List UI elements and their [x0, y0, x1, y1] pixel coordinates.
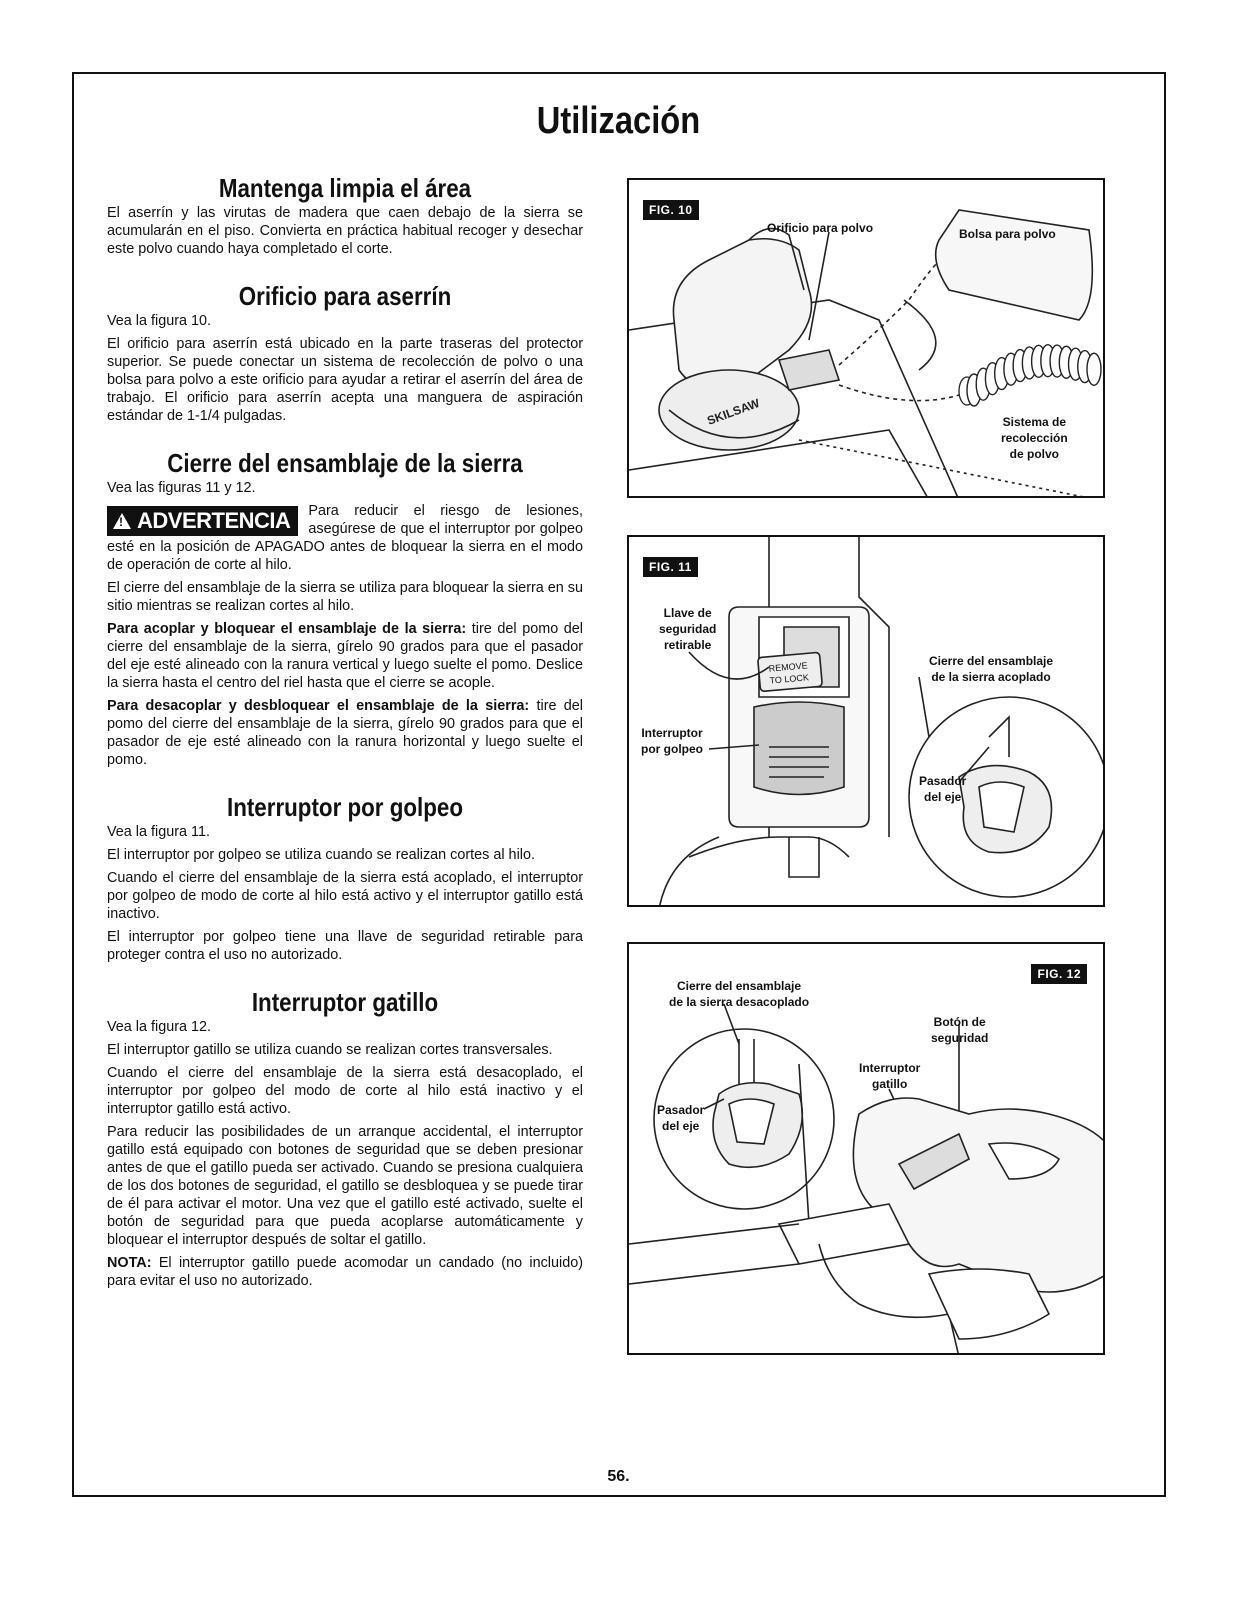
figure-11-illustration [629, 537, 1105, 907]
label-bolsa: Bolsa para polvo [959, 227, 1056, 241]
section-clean-area [107, 172, 583, 258]
label-line: Pasador [657, 1103, 705, 1117]
label-cierre [669, 978, 809, 1010]
section-paddle-switch [107, 791, 583, 964]
paragraph: Cuando el cierre del ensamblaje de la sierra está desacoplado, el interruptor por golpeo del modo de corte al hilo está inactivo y el interruptor gatillo está activo. [107, 1065, 583, 1117]
section-heading: Orificio para aserrín [238, 281, 452, 311]
label-line: de polvo [1009, 447, 1060, 461]
label-interruptor [641, 725, 703, 757]
label-line: de la sierra desacoplado [669, 995, 810, 1009]
label-pasador [657, 1102, 704, 1134]
label-line: seguridad [931, 1031, 989, 1045]
label-line: TO LOCK [769, 672, 810, 686]
hose-ring [1087, 353, 1101, 385]
paragraph-body: tire del pomo del cierre del ensamblaje de la sierra, gírelo 90 grados para que el pasador del eje esté alineado con la ranura vertical y luego suelte el pomo. Deslice la sierra hasta el centro del riel hasta que el cierre se acople. [107, 621, 583, 691]
label-line: retirable [664, 638, 712, 652]
brand-text: SKILSAW [705, 395, 762, 428]
paragraph-lead: NOTA: [107, 1255, 152, 1271]
label-line: Botón de [933, 1015, 986, 1029]
label-line: Llave de [663, 606, 712, 620]
warning-text: Para reducir el riesgo de lesiones, asegúrese de que el interruptor por golpeo esté en la posición de APAGADO antes de bloquear la sierra en el modo de operación de corte al hilo. [107, 503, 583, 573]
label-line: Cierre del ensamblaje [677, 979, 802, 993]
warning-badge [107, 506, 298, 536]
label-line: Interruptor [641, 726, 703, 740]
label-cierre [929, 653, 1053, 685]
paragraph: Cuando el cierre del ensamblaje de la sierra está acoplado, el interruptor por golpeo de modo de corte al hilo está activo y el interruptor gatillo está inactivo. [107, 870, 583, 922]
label-line: Sistema de [1002, 415, 1067, 429]
label-sistema [1001, 414, 1068, 462]
paragraph-body: El interruptor gatillo puede acomodar un candado (no incluido) para evitar el uso no autorizado. [107, 1255, 583, 1289]
label-line: Interruptor [859, 1061, 921, 1075]
paragraph: El cierre del ensamblaje de la sierra se utiliza para bloquear la sierra en su sitio mientras se realizan cortes al hilo. [107, 580, 583, 614]
label-line: del eje [924, 790, 962, 804]
label-line: seguridad [659, 622, 717, 636]
label-line: del eje [662, 1119, 700, 1133]
paragraph-body: tire del pomo del cierre del ensamblaje de la sierra, gírelo 90 grados para que el pasador de eje esté alineado con la ranura horizontal y luego suelte el pomo. [107, 698, 583, 768]
warning-block [107, 502, 583, 579]
label-line: por golpeo [641, 742, 703, 756]
figure-11 [627, 535, 1105, 907]
warning-badge-label: ADVERTENCIA [137, 508, 291, 533]
section-heading: Interruptor por golpeo [226, 792, 463, 822]
paragraph [107, 620, 583, 692]
warning-triangle-icon [113, 513, 131, 529]
label-line: Cierre del ensamblaje [929, 654, 1054, 668]
paragraph: El interruptor por golpeo tiene una llave de seguridad retirable para proteger contra el uso no autorizado. [107, 929, 583, 963]
section-saw-lock [107, 447, 583, 769]
paragraph: Para reducir las posibilidades de un arranque accidental, el interruptor gatillo está equipado con botones de seguridad que se deben presionar antes de que el gatillo pueda ser activado. Cuando se presiona cualquiera de los dos botones de seguridad, el gatillo se desbloquea y se puede tirar de él para activar el motor. Una vez que el gatillo esté activado, suelte el botón de seguridad para que pueda acoplarse automáticamente y bloquear el interruptor después de soltar el gatillo. [107, 1124, 583, 1248]
section-dust-port [107, 280, 583, 425]
label-interruptor [859, 1060, 920, 1092]
paragraph: El orificio para aserrín está ubicado en la parte traseras del protector superior. Se puede conectar un sistema de recolección de polvo o una bolsa para polvo a este orificio para ayudar a retirar el aserrín del área de trabajo. El orificio para aserrín acepta una manguera de aspiración estándar de 1-1/4 pulgadas. [107, 336, 583, 424]
key-text [768, 659, 809, 686]
paragraph-lead: Para acoplar y bloquear el ensamblaje de la sierra: [107, 621, 467, 637]
paragraph: El interruptor gatillo se utiliza cuando se realizan cortes transversales. [107, 1042, 553, 1058]
figure-10 [627, 178, 1105, 498]
label-line: Pasador [919, 774, 967, 788]
text-column [107, 172, 583, 1312]
label-line: de la sierra acoplado [931, 670, 1051, 684]
label-line: REMOVE [768, 660, 809, 674]
label-pasador [919, 773, 966, 805]
paragraph: El aserrín y las virutas de madera que caen debajo de la sierra se acumularán en el piso. Convierta en práctica habitual recoger y desechar este polvo cuando haya completado el corte. [107, 205, 583, 257]
figure-tag: FIG. 11 [643, 557, 698, 577]
page-number: 56. [607, 1468, 630, 1485]
section-heading: Mantenga limpia el área [218, 173, 472, 203]
paragraph: Vea la figura 12. [107, 1019, 212, 1035]
page-title: Utilización [536, 100, 701, 142]
figure-12 [627, 942, 1105, 1355]
paragraph [107, 1254, 583, 1290]
paragraph: Vea la figura 10. [107, 313, 212, 329]
section-trigger-switch [107, 986, 583, 1290]
section-heading: Interruptor gatillo [251, 987, 439, 1017]
label-orificio: Orificio para polvo [767, 221, 874, 235]
label-line: recolección [1001, 431, 1068, 445]
label-llave [659, 605, 716, 653]
label-line: gatillo [872, 1077, 908, 1091]
paragraph [107, 697, 583, 769]
paragraph: Vea la figura 11. [107, 824, 210, 840]
paragraph-lead: Para desacoplar y desbloquear el ensamblaje de la sierra: [107, 698, 530, 714]
label-boton [931, 1014, 988, 1046]
paragraph: Vea las figuras 11 y 12. [107, 480, 256, 496]
figure-tag: FIG. 10 [643, 200, 699, 220]
figure-tag: FIG. 12 [1031, 964, 1087, 984]
paragraph: El interruptor por golpeo se utiliza cuando se realizan cortes al hilo. [107, 847, 535, 863]
section-heading: Cierre del ensamblaje de la sierra [167, 448, 523, 478]
